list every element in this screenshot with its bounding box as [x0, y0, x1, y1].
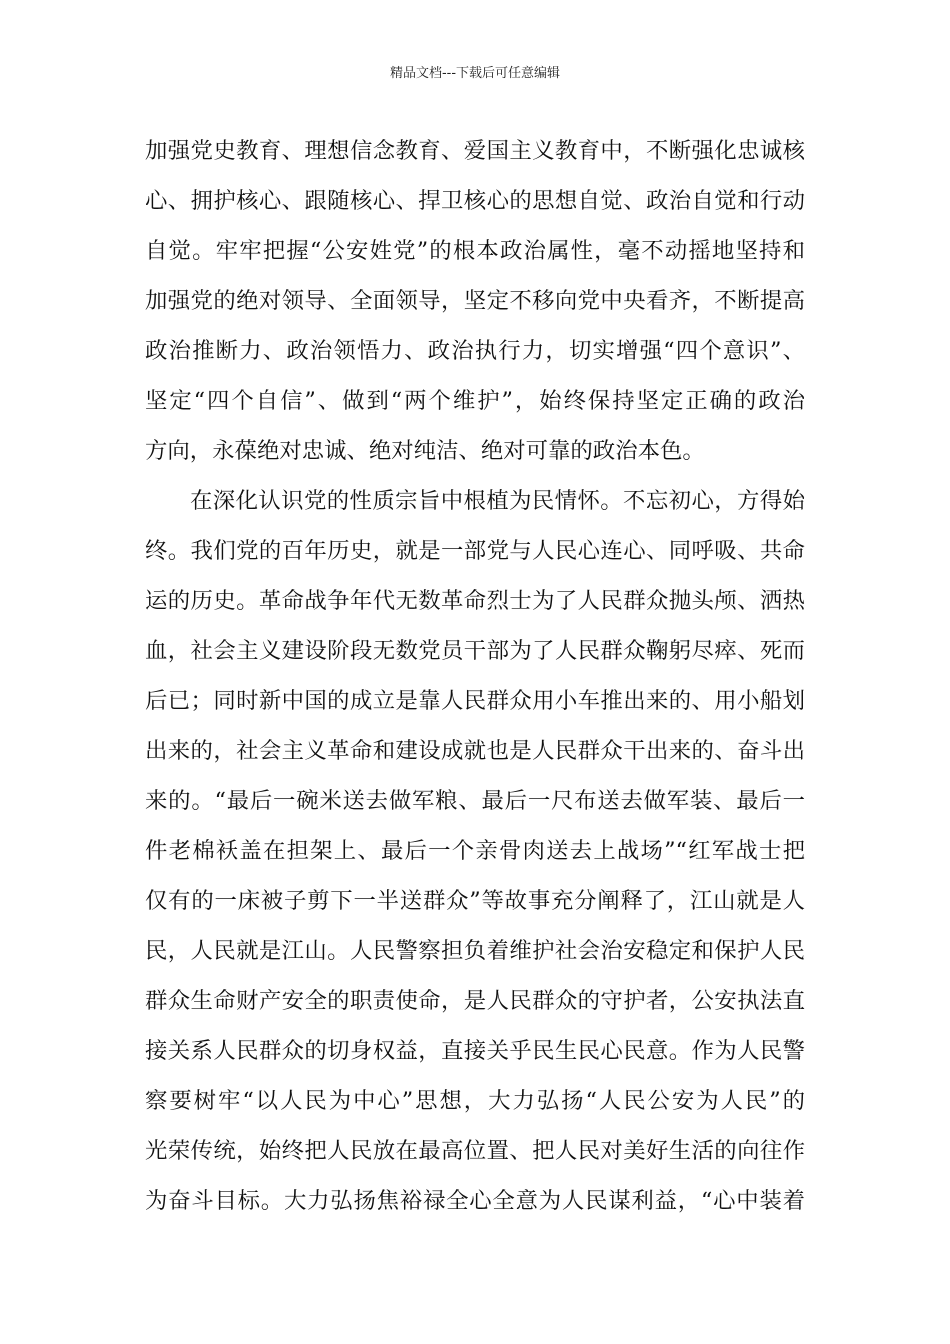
- text-line: 运的历史。革命战争年代无数革命烈士为了人民群众抛头颅、洒热: [145, 588, 805, 614]
- text-line: 后已；同时新中国的成立是靠人民群众用小车推出来的、用小船划: [145, 688, 805, 714]
- text-line: 群众生命财产安全的职责使命，是人民群众的守护者，公安执法直: [145, 988, 805, 1014]
- text-line: 为奋斗目标。大力弘扬焦裕禄全心全意为人民谋利益，“心中装着: [145, 1188, 805, 1214]
- paragraph-first-line: 在深化认识党的性质宗旨中根植为民情怀。不忘初心，方得始: [190, 488, 805, 514]
- text-line: 终。我们党的百年历史，就是一部党与人民心连心、同呼吸、共命: [145, 538, 805, 564]
- text-line: 察要树牢“以人民为中心”思想，大力弘扬“人民公安为人民”的: [145, 1088, 805, 1114]
- text-line: 方向，永葆绝对忠诚、绝对纯洁、绝对可靠的政治本色。: [145, 438, 705, 464]
- text-line: 坚定“四个自信”、做到“两个维护”，始终保持坚定正确的政治: [145, 388, 805, 414]
- text-line: 接关系人民群众的切身权益，直接关乎民生民心民意。作为人民警: [145, 1038, 805, 1064]
- text-line: 自觉。牢牢把握“公安姓党”的根本政治属性，毫不动摇地坚持和: [145, 238, 805, 264]
- text-line: 来的。“最后一碗米送去做军粮、最后一尺布送去做军装、最后一: [145, 788, 805, 814]
- text-line: 政治推断力、政治领悟力、政治执行力，切实增强“四个意识”、: [145, 338, 805, 364]
- text-line: 件老棉袄盖在担架上、最后一个亲骨肉送去上战场”“红军战士把: [145, 838, 805, 864]
- text-line: 民，人民就是江山。人民警察担负着维护社会治安稳定和保护人民: [145, 938, 805, 964]
- text-line: 血，社会主义建设阶段无数党员干部为了人民群众鞠躬尽瘁、死而: [145, 638, 805, 664]
- page-header: 精品文档---下载后可任意编辑: [389, 66, 561, 81]
- text-line: 加强党史教育、理想信念教育、爱国主义教育中，不断强化忠诚核: [145, 138, 805, 164]
- text-line: 出来的，社会主义革命和建设成就也是人民群众干出来的、奋斗出: [145, 738, 805, 764]
- text-line: 光荣传统，始终把人民放在最高位置、把人民对美好生活的向往作: [145, 1138, 805, 1164]
- text-line: 心、拥护核心、跟随核心、捍卫核心的思想自觉、政治自觉和行动: [145, 188, 805, 214]
- text-line: 仅有的一床被子剪下一半送群众”等故事充分阐释了，江山就是人: [145, 888, 805, 914]
- text-line: 加强党的绝对领导、全面领导，坚定不移向党中央看齐，不断提高: [145, 288, 805, 314]
